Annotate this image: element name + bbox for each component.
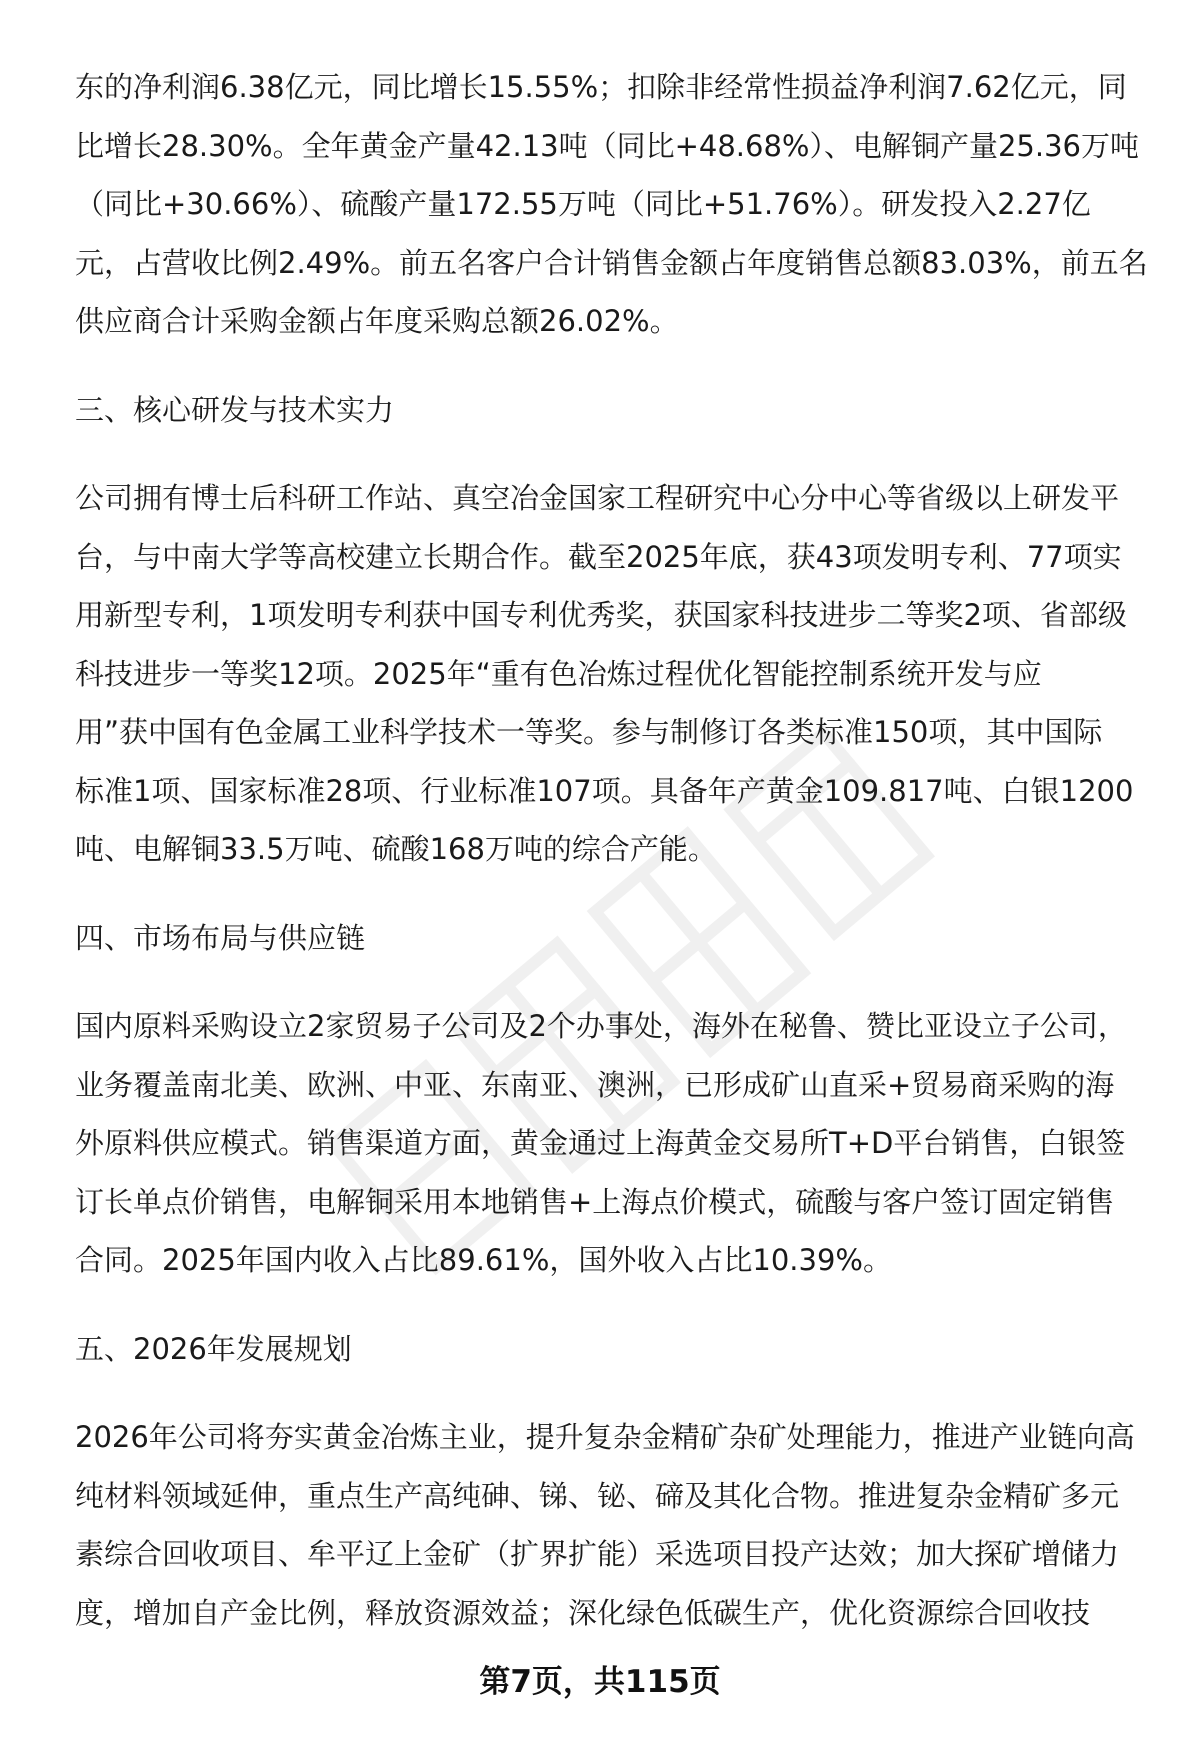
text-line: 台，与中南大学等高校建立长期合作。截至2025年底，获43项发明专利、77项实 <box>75 539 1122 574</box>
text-line: 订长单点价销售，电解铜采用本地销售+上海点价模式，硫酸与客户签订固定销售 <box>75 1184 1115 1219</box>
text-line: 标准1项、国家标准28项、行业标准107项。具备年产黄金109.817吨、白银1200 <box>75 773 1134 808</box>
text-line: 素综合回收项目、牟平辽上金矿（扩界扩能）采选项目投产达效；加大探矿增储力 <box>75 1537 1120 1571</box>
text-line: 比增长28.30%。全年黄金产量42.13吨（同比+48.68%）、电解铜产量25.36万吨 <box>75 128 1139 163</box>
text-line: 用”获中国有色金属工业科学技术一等奖。参与制修订各类标准150项，其中国际 <box>75 715 1103 749</box>
text-line: 国内原料采购设立2家贸易子公司及2个办事处，海外在秘鲁、赞比亚设立子公司， <box>75 1009 1127 1043</box>
market-paragraph <box>75 997 1155 1290</box>
text-line: 用新型专利，1项发明专利获中国专利优秀奖，获国家科技进步二等奖2项、省部级 <box>75 598 1127 632</box>
section-heading-research: 三、核心研发与技术实力 <box>75 392 395 427</box>
text-line: 业务覆盖南北美、欧洲、中亚、东南亚、澳洲，已形成矿山直采+贸易商采购的海 <box>75 1067 1115 1102</box>
text-line: 吨、电解铜33.5万吨、硫酸168万吨的综合产能。 <box>75 832 717 866</box>
text-line: 公司拥有博士后科研工作站、真空冶金国家工程研究中心分中心等省级以上研发平 <box>75 481 1120 515</box>
research-paragraph <box>75 469 1155 879</box>
text-line: 度，增加自产金比例，释放资源效益；深化绿色低碳生产，优化资源综合回收技 <box>75 1595 1091 1630</box>
text-line: 供应商合计采购金额占年度采购总额26.02%。 <box>75 304 679 338</box>
text-line: 元，占营收比例2.49%。前五名客户合计销售金额占年度销售总额83.03%，前五名 <box>75 245 1148 280</box>
text-line: （同比+30.66%）、硫酸产量172.55万吨（同比+51.76%）。研发投入2.27亿 <box>75 187 1091 221</box>
intro-paragraph <box>75 58 1155 351</box>
text-line: 纯材料领域延伸，重点生产高纯砷、锑、铋、碲及其化合物。推进复杂金精矿多元 <box>75 1478 1120 1513</box>
section-heading-market: 四、市场布局与供应链 <box>75 920 366 955</box>
section-heading-plan: 五、2026年发展规划 <box>75 1331 352 1366</box>
text-line: 东的净利润6.38亿元，同比增长15.55%；扣除非经常性损益净利润7.62亿元，同 <box>75 70 1127 104</box>
text-line: 科技进步一等奖12项。2025年“重有色冶炼过程优化智能控制系统开发与应 <box>75 656 1042 691</box>
text-line: 外原料供应模式。销售渠道方面，黄金通过上海黄金交易所T+D平台销售，白银签 <box>75 1126 1126 1160</box>
document-body <box>75 58 1155 1642</box>
text-line: 2026年公司将夯实黄金冶炼主业，提升复杂金精矿杂矿处理能力，推进产业链向高 <box>75 1420 1135 1454</box>
plan-paragraph <box>75 1408 1155 1642</box>
page-number-footer: 第7页，共115页 <box>479 1664 721 1700</box>
text-line: 合同。2025年国内收入占比89.61%，国外收入占比10.39%。 <box>75 1243 892 1277</box>
